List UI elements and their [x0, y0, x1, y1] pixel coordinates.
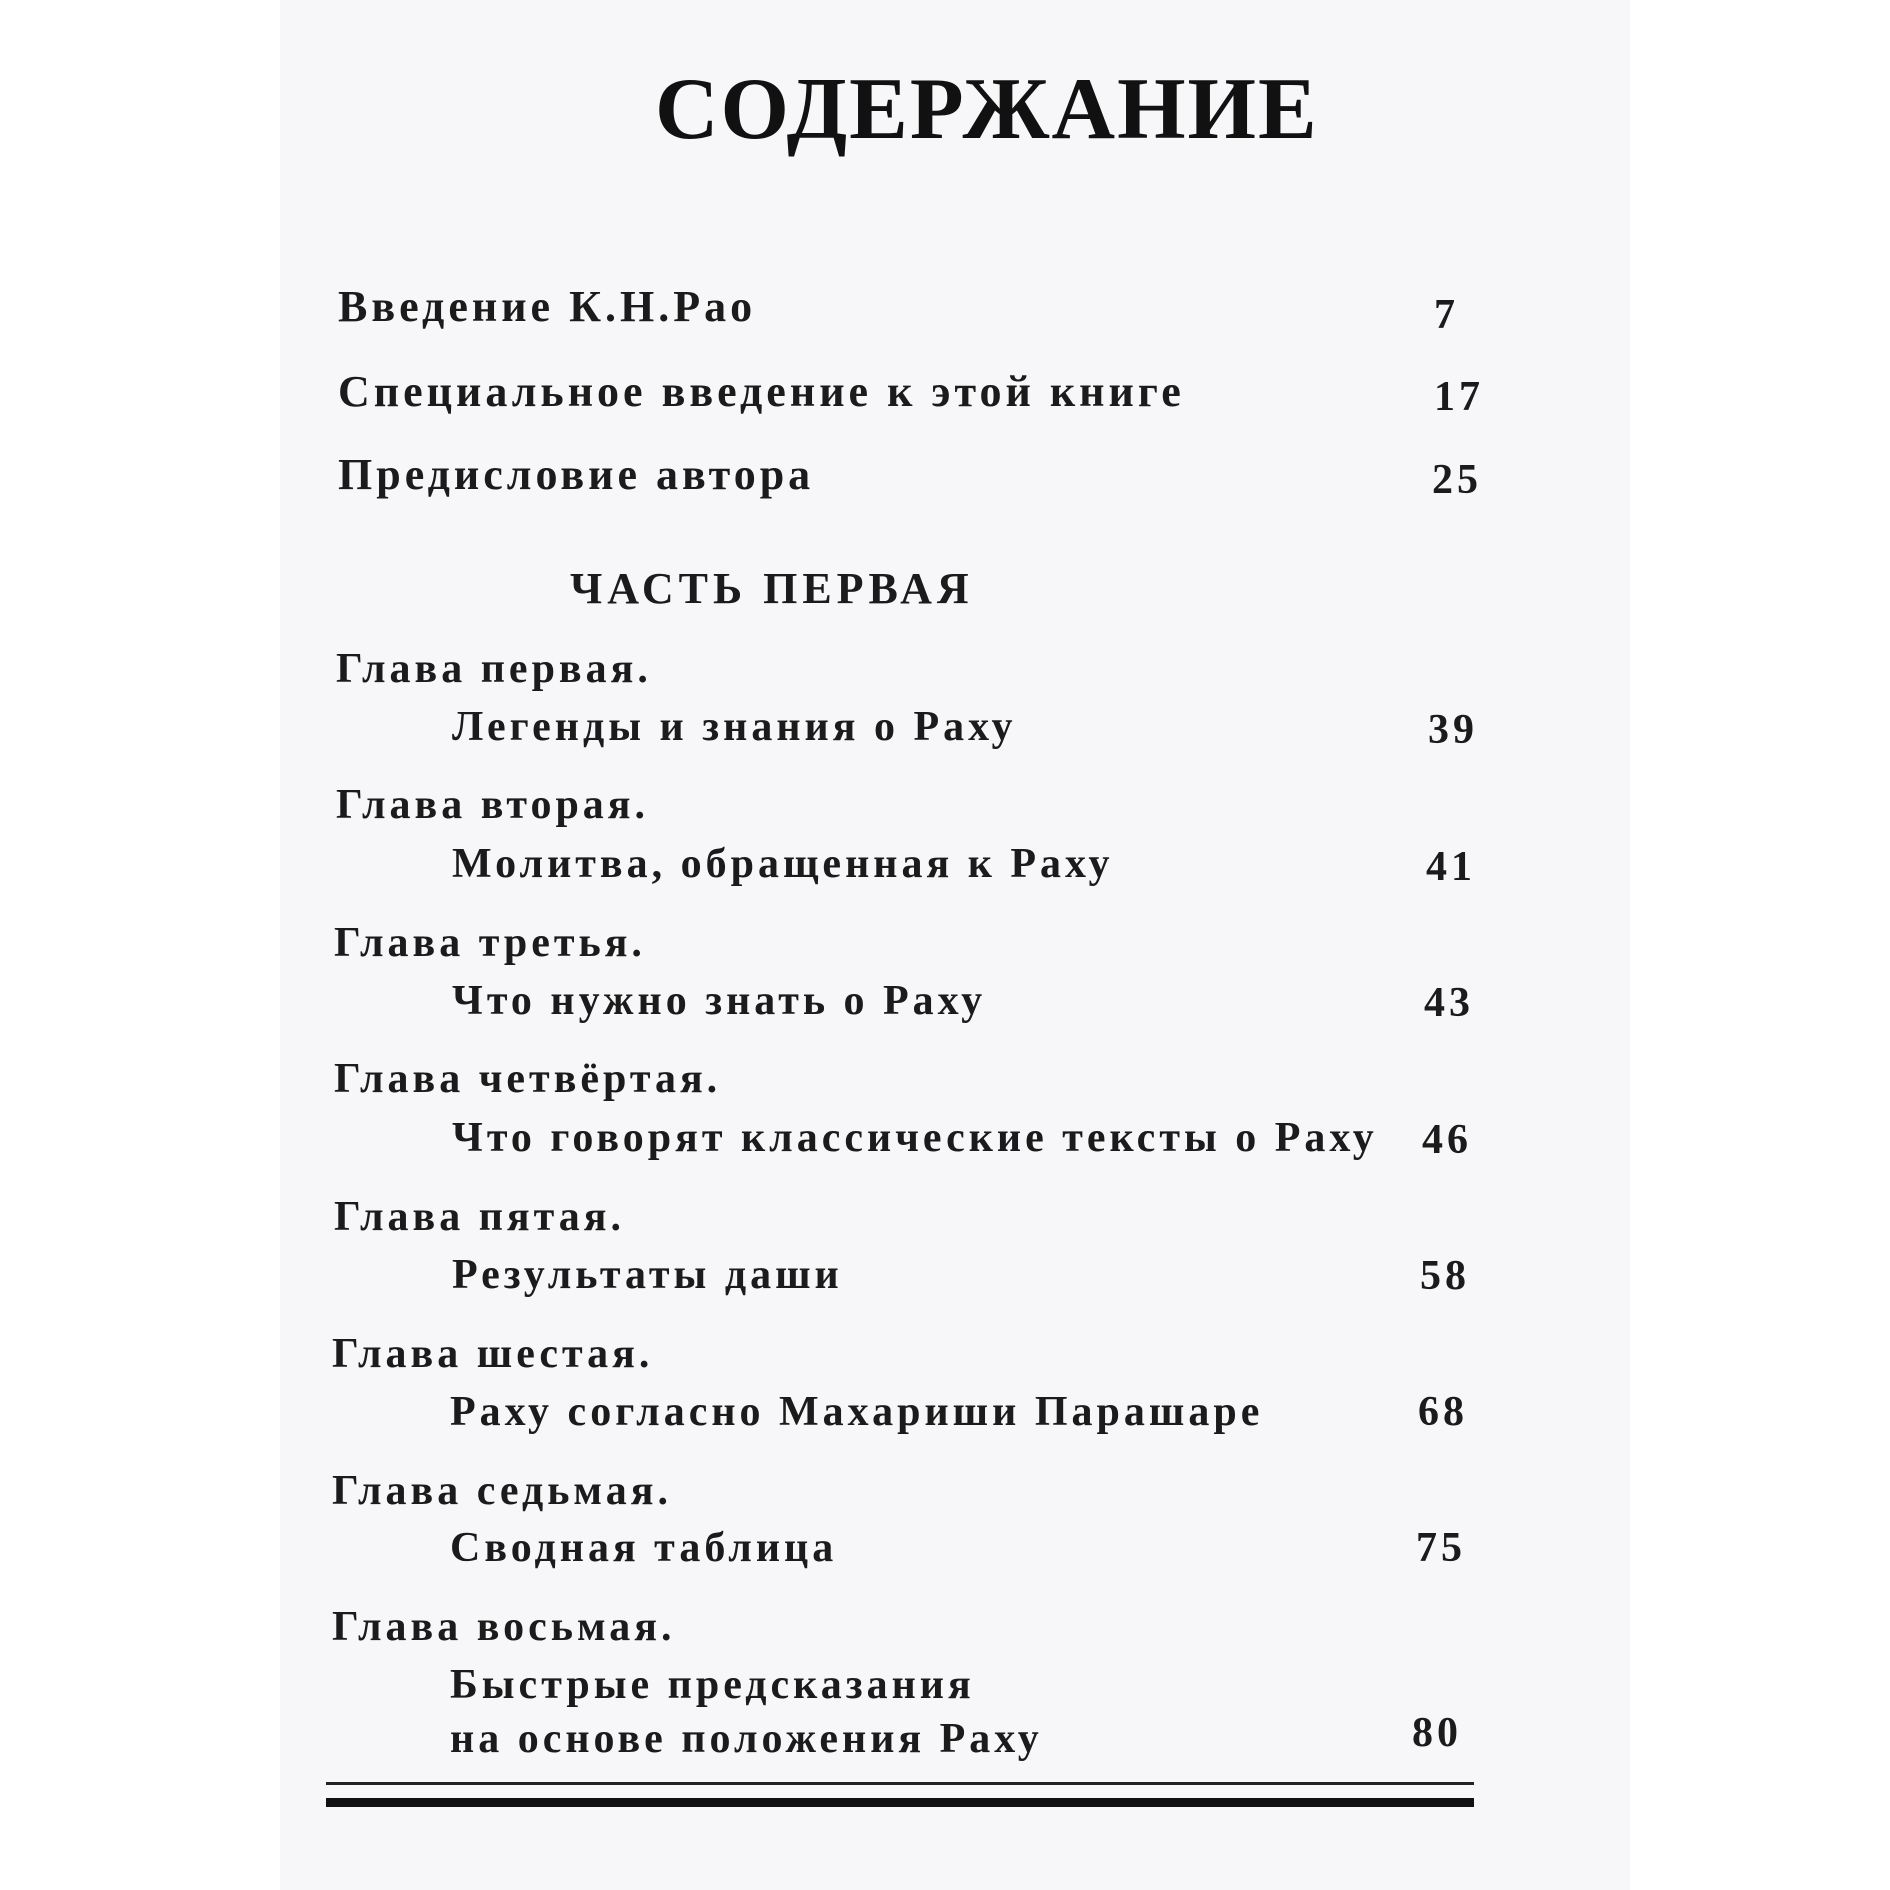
chapter-heading: Глава четвёртая. [334, 1056, 722, 1102]
chapter-heading: Глава шестая. [332, 1331, 654, 1377]
toc-entry-intro-rao[interactable]: Введение К.Н.Рао [338, 282, 757, 331]
toc-entry-chapter-2[interactable]: Молитва, обращенная к Раху [452, 841, 1114, 887]
toc-page-number: 80 [1412, 1710, 1462, 1756]
chapter-heading: Глава восьмая. [332, 1604, 676, 1650]
toc-page-number: 43 [1424, 980, 1474, 1026]
toc-page-number: 75 [1416, 1525, 1466, 1571]
toc-entry-chapter-5[interactable]: Результаты даши [452, 1252, 843, 1298]
toc-page-number: 39 [1428, 707, 1478, 753]
chapter-heading: Глава седьмая. [332, 1468, 672, 1514]
toc-entry-chapter-7[interactable]: Сводная таблица [450, 1525, 838, 1571]
part-heading: ЧАСТЬ ПЕРВАЯ [570, 564, 974, 613]
toc-entry-chapter-1[interactable]: Легенды и знания о Раху [452, 704, 1017, 750]
toc-page-number: 25 [1432, 457, 1482, 503]
toc-entry-chapter-8-line2[interactable]: на основе положения Раху [450, 1716, 1043, 1762]
toc-page-number: 17 [1434, 374, 1484, 420]
toc-page-number: 41 [1426, 844, 1476, 890]
chapter-heading: Глава вторая. [336, 782, 650, 828]
chapter-heading: Глава первая. [336, 646, 652, 692]
page-title: СОДЕРЖАНИЕ [655, 61, 1319, 158]
toc-entry-chapter-3[interactable]: Что нужно знать о Раху [452, 978, 987, 1024]
divider-thick [326, 1798, 1474, 1807]
toc-page-number: 58 [1420, 1253, 1470, 1299]
toc-entry-author-preface[interactable]: Предисловие автора [338, 450, 815, 499]
toc-entry-chapter-4[interactable]: Что говорят классические тексты о Раху [452, 1115, 1378, 1161]
toc-page-number: 68 [1418, 1389, 1468, 1435]
toc-entry-special-intro[interactable]: Специальное введение к этой книге [338, 367, 1185, 416]
divider-thin [326, 1782, 1474, 1785]
toc-page-number: 46 [1422, 1117, 1472, 1163]
chapter-heading: Глава третья. [334, 920, 646, 966]
toc-entry-chapter-8[interactable]: Быстрые предсказания [450, 1662, 975, 1708]
toc-page-number: 7 [1434, 292, 1459, 338]
chapter-heading: Глава пятая. [334, 1194, 626, 1240]
toc-entry-chapter-6[interactable]: Раху согласно Махариши Парашаре [450, 1389, 1264, 1435]
